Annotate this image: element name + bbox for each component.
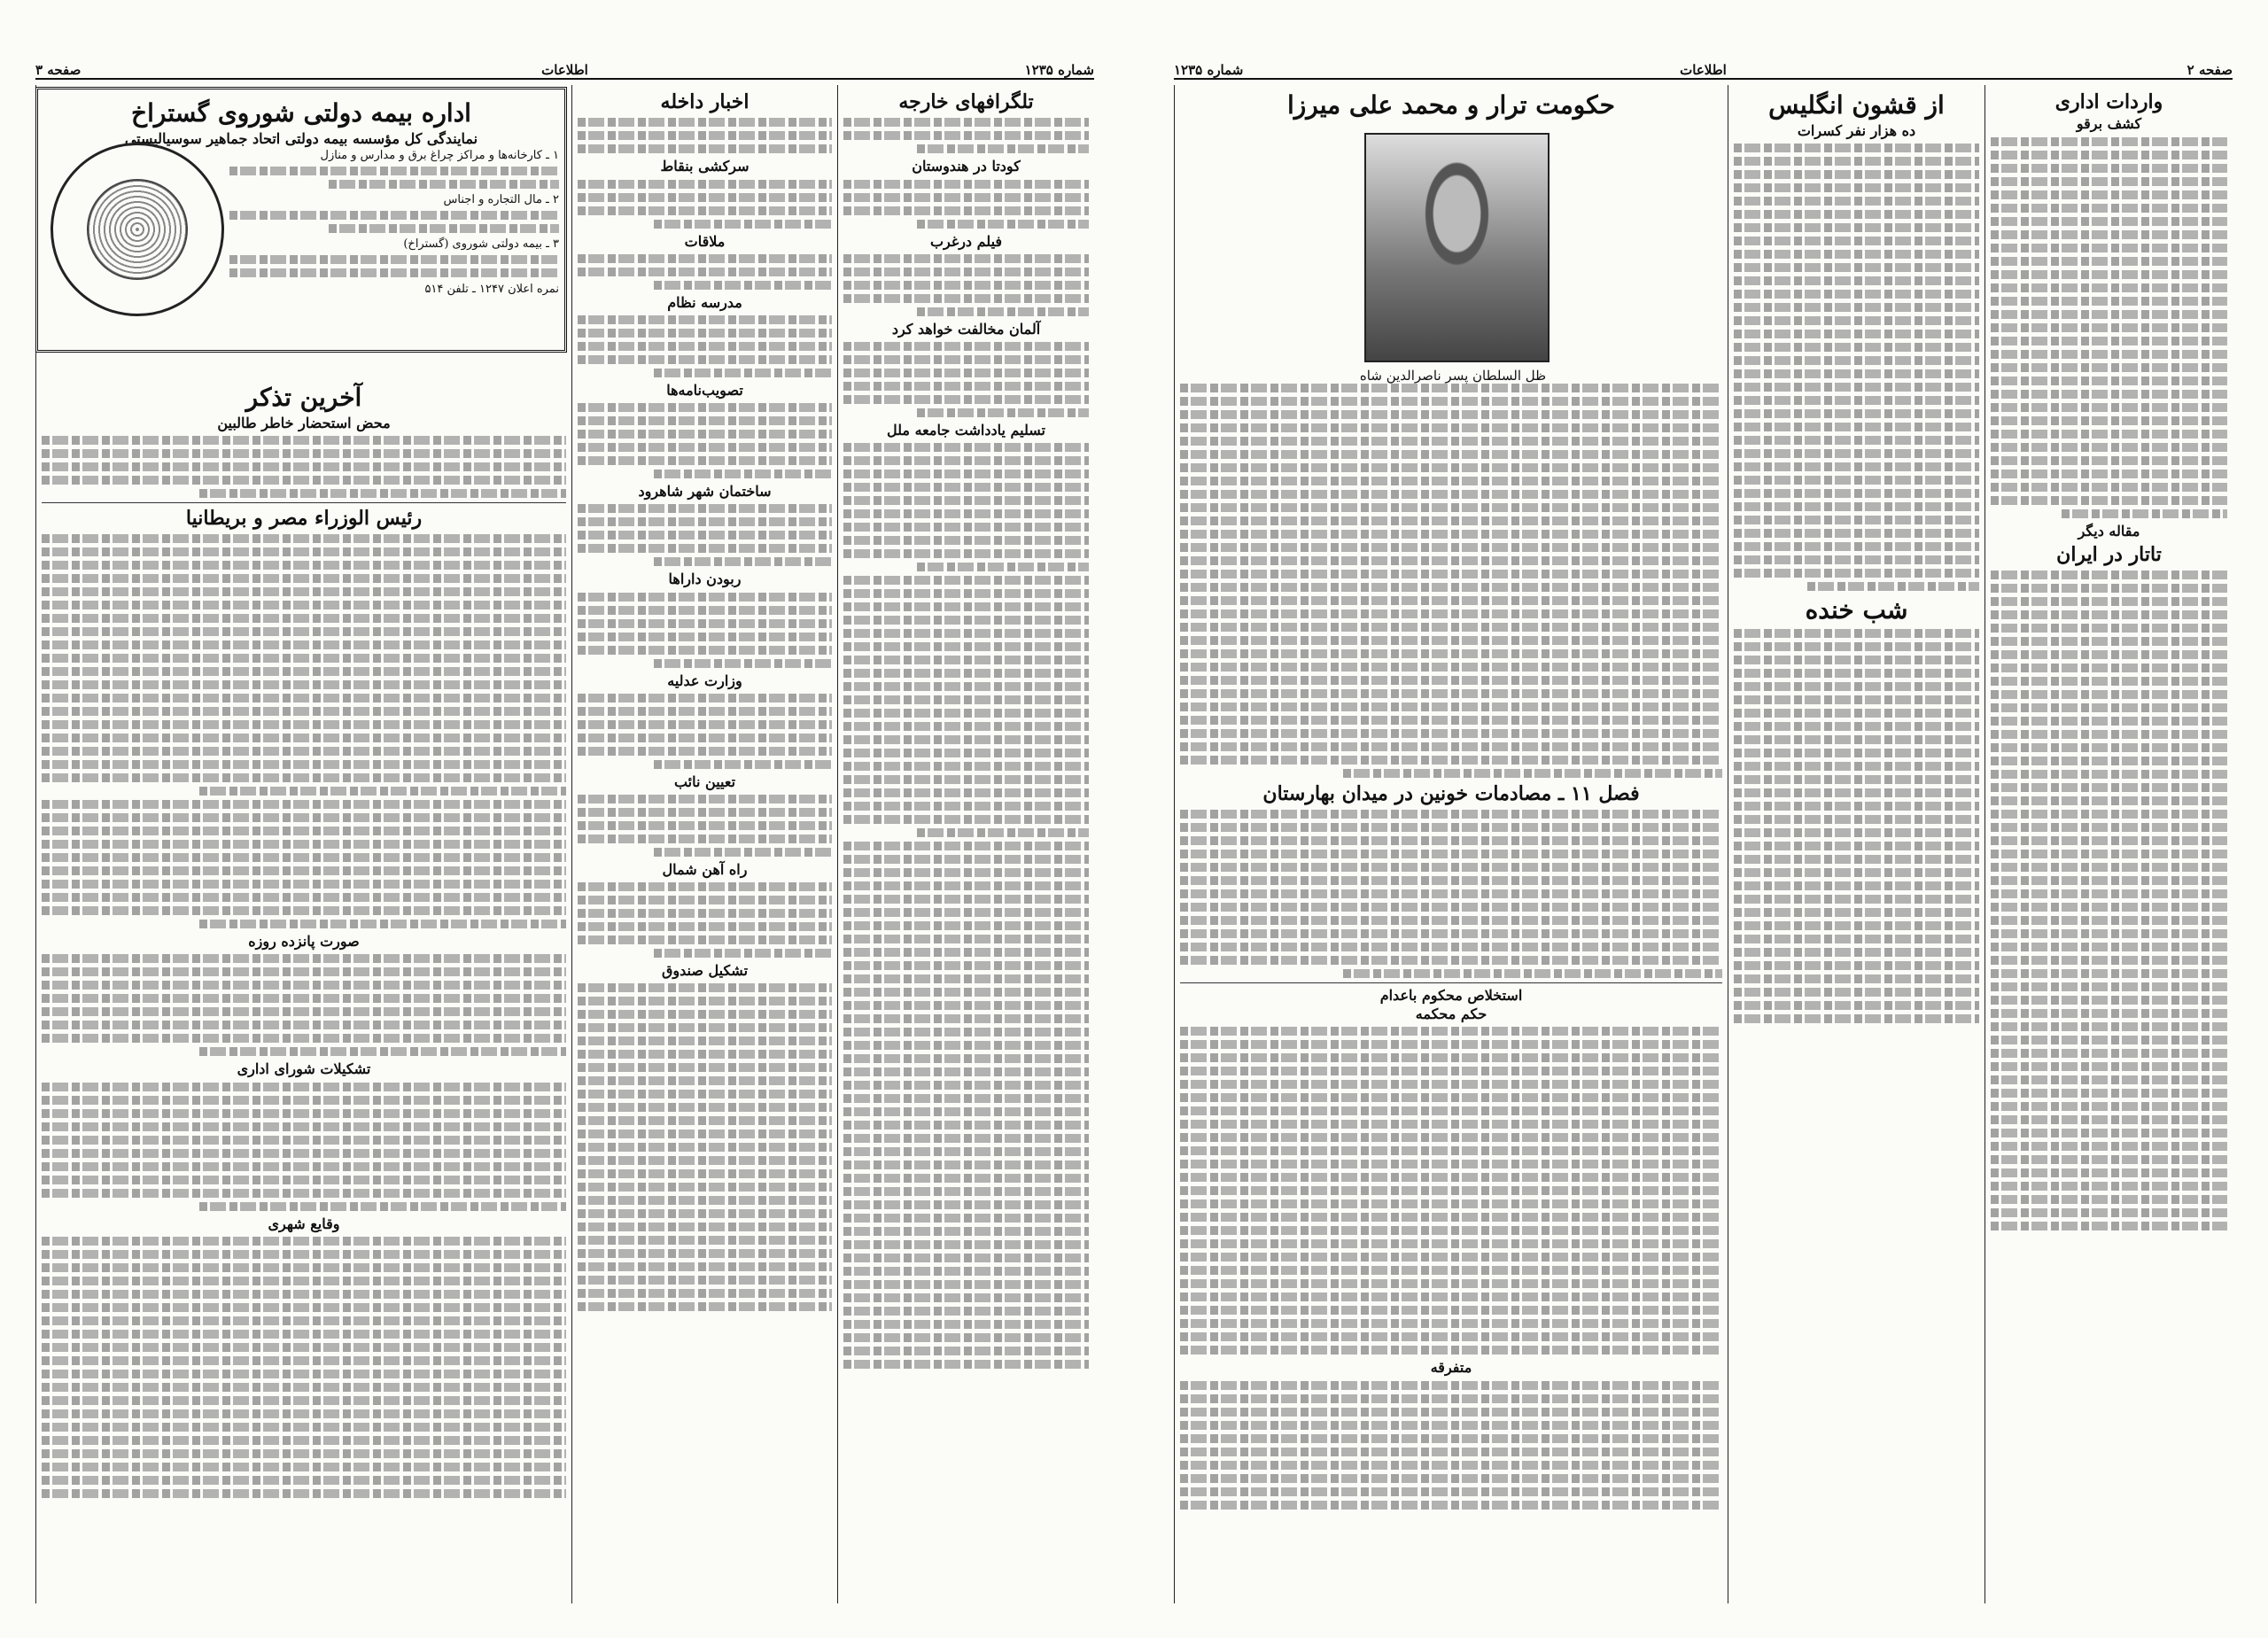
right-col3-section: فصل ۱۱ ـ مصادمات خونین در میدان بهارستان xyxy=(1262,781,1640,805)
left-column-2 xyxy=(571,85,837,1603)
right-col1-section: تاتار در ایران xyxy=(2056,542,2162,566)
right-col3-heading: حکومت ترار و محمد علی میرزا xyxy=(1286,90,1615,120)
right-col2-section: ده هزار نفر کسرات xyxy=(1797,121,1916,139)
left-col2-section: ساختمان شهر شاهرود xyxy=(638,483,772,501)
ad-subtitle: نمایندگی کل مؤسسه بیمه دولتی اتحاد جماهیر سوسیالیستی xyxy=(124,129,478,147)
right-column-2 xyxy=(1728,85,1984,1603)
portrait-photo xyxy=(1364,133,1550,362)
right-col3-section: استخلاص محکوم باعدام xyxy=(1379,986,1523,1004)
left-col1-section: آلمان مخالفت خواهد کرد xyxy=(891,320,1041,338)
left-column-1 xyxy=(837,85,1094,1603)
ad-title: اداره بیمه دولتی شوروی گستراخ xyxy=(131,98,471,128)
left-col2-section: ربودن داراها xyxy=(668,571,742,588)
left-col1-section: فیلم درغرب xyxy=(929,232,1003,250)
right-header-issue: شماره ۱۲۳۵ xyxy=(1174,62,1244,78)
left-col1-heading: تلگرافهای خارجه xyxy=(898,90,1034,113)
left-page-header xyxy=(35,62,1094,80)
left-page xyxy=(35,62,1094,1603)
left-col2-section: وزارت عدلیه xyxy=(667,672,742,689)
right-col3-section: متفرقه xyxy=(1430,1359,1472,1377)
left-col3-section: صورت پانزده روزه xyxy=(248,933,360,951)
left-col2-heading: اخبار داخله xyxy=(660,90,750,113)
right-column-1 xyxy=(1984,85,2233,1603)
ad-footer: نمره اعلان ۱۲۴۷ ـ تلفن ۵۱۴ xyxy=(424,282,559,296)
insurance-advertisement xyxy=(35,87,567,353)
right-page-header xyxy=(1174,62,2233,80)
left-col2-section: مدرسه نظام xyxy=(667,293,742,311)
ad-item-3: ۳ ـ بیمه دولتی شوروی (گستراخ) xyxy=(403,237,559,251)
ad-item-2: ۲ ـ مال التجاره و اجناس xyxy=(443,192,559,206)
left-col1-section: کودتا در هندوستان xyxy=(912,158,1021,175)
left-col2-section: تشکیل صندوق xyxy=(661,962,749,980)
right-header-page-label: صفحه ۲ xyxy=(2186,62,2233,78)
right-page xyxy=(1174,62,2233,1603)
left-col2-section: تعیین نائب xyxy=(673,772,736,790)
right-col3-section: حکم محکمه xyxy=(1415,1005,1487,1023)
right-col2-heading: از قشون انگلیس xyxy=(1768,90,1945,120)
left-col3-section: رئیس الوزراء مصر و بریطانیا xyxy=(185,506,423,530)
left-col2-section: راه آهن شمال xyxy=(662,860,748,878)
left-col2-section: تصویب‌نامه‌ها xyxy=(666,381,743,399)
right-header-paper: اطلاعات xyxy=(1680,62,1727,78)
left-col1-section: تسلیم یادداشت جامعه ملل xyxy=(887,421,1045,439)
left-header-issue: شماره ۱۲۳۵ xyxy=(1024,62,1094,78)
left-header-page-label: صفحه ۳ xyxy=(35,62,82,78)
left-col2-section: سرکشی بنقاط xyxy=(660,158,750,175)
left-col2-section: ملاقات xyxy=(684,232,726,250)
right-col2-section: شب خنده xyxy=(1805,594,1908,625)
right-col1-section: مقاله دیگر xyxy=(2078,522,2140,540)
right-col1-section: کشف برقو xyxy=(2076,115,2142,133)
left-header-paper: اطلاعات xyxy=(541,62,588,78)
gosstrakh-seal-logo xyxy=(50,143,224,316)
left-col3-section: وقایع شهری xyxy=(268,1215,340,1232)
left-col3-section: محض استحضار خاطر طالبین xyxy=(217,414,391,431)
right-col1-heading: واردات اداری xyxy=(2054,90,2163,113)
ad-item-1: ۱ ـ کارخانه‌ها و مراکز چراغ برق و مدارس و منازل xyxy=(320,148,559,162)
left-col3-section: تشکیلات شورای اداری xyxy=(237,1060,371,1078)
left-col3-heading: آخرین تذکر xyxy=(245,383,362,412)
portrait-caption: ظل السلطان پسر ناصرالدین شاه xyxy=(1359,368,1547,384)
